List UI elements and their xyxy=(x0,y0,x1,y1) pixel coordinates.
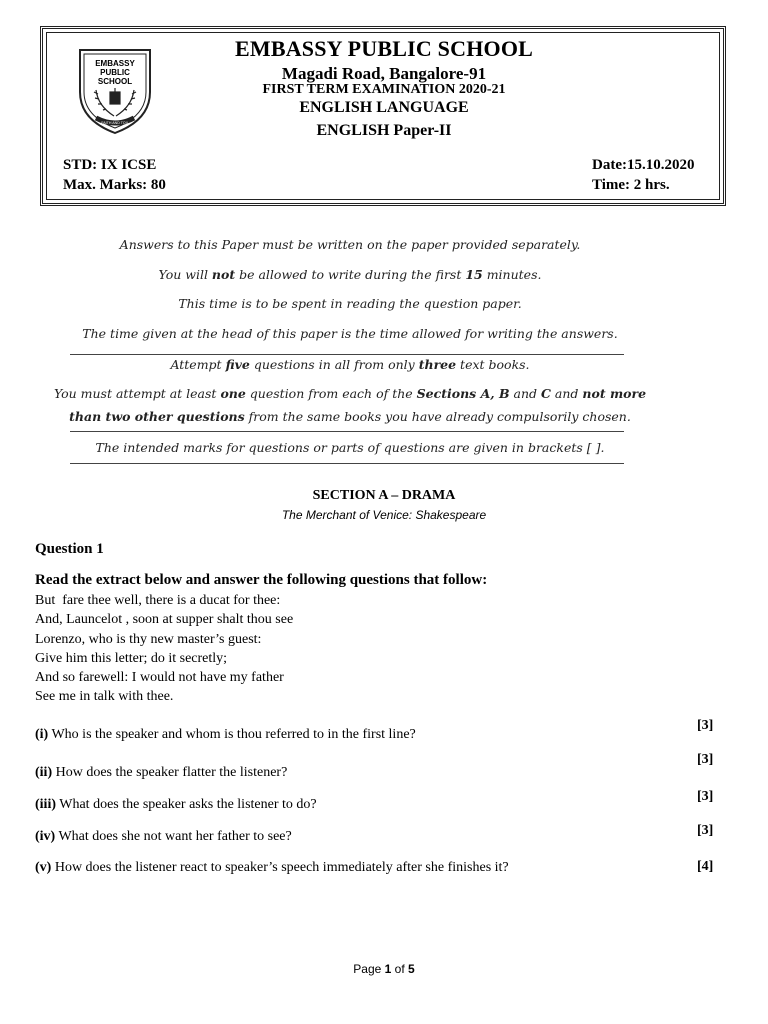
logo-line2: PUBLIC xyxy=(100,68,130,77)
marks-ii: [3] xyxy=(697,752,714,767)
question-instruction: Read the extract below and answer the following questions that follow: xyxy=(35,572,488,588)
max-marks: Max. Marks: 80 xyxy=(63,177,166,193)
divider xyxy=(70,463,624,464)
std-label: STD: IX ICSE xyxy=(63,157,157,173)
verse-line: Lorenzo, who is thy new master’s guest: xyxy=(35,631,262,647)
school-name: EMBASSY PUBLIC SCHOOL xyxy=(235,36,533,61)
sub-question-ii: (ii) How does the speaker flatter the listener? xyxy=(35,765,288,780)
divider xyxy=(70,354,624,355)
sub-question-i: (i) Who is the speaker and whom is thou referred to in the first line? xyxy=(35,727,416,742)
exam-date: Date:15.10.2020 xyxy=(592,157,695,173)
page-footer: Page 1 of 5 xyxy=(353,962,415,976)
verse-line: Give him this letter; do it secretly; xyxy=(35,650,228,666)
verse-line: And, Launcelot , soon at supper shalt thou see xyxy=(35,612,294,628)
marks-i: [3] xyxy=(697,718,714,733)
instruction-line-5: Attempt five questions in all from only three text books. xyxy=(170,357,530,372)
instruction-line-6: You must attempt at least one question from each of the Sections A, B and C and not more xyxy=(53,386,647,401)
exam-title: FIRST TERM EXAMINATION 2020-21 xyxy=(262,82,506,97)
sub-question-v: (v) How does the listener react to speaker’s speech immediately after she finishes it? xyxy=(35,860,509,875)
sub-question-iii: (iii) What does the speaker asks the listener to do? xyxy=(35,797,317,812)
marks-v: [4] xyxy=(697,859,714,874)
marks-iv: [3] xyxy=(697,823,714,838)
question-heading: Question 1 xyxy=(35,541,104,557)
extract-verse xyxy=(35,591,293,707)
verse-line: And so farewell: I would not have my father xyxy=(35,670,284,686)
instruction-line-7: than two other questions from the same books you have already compulsorily chosen. xyxy=(69,409,631,424)
subject-title: ENGLISH LANGUAGE xyxy=(299,99,469,116)
instruction-line-3: This time is to be spent in reading the question paper. xyxy=(178,296,522,311)
verse-line: But fare thee well, there is a ducat for thee: xyxy=(35,593,281,608)
section-title: SECTION A – DRAMA xyxy=(312,488,456,503)
school-address: Magadi Road, Bangalore-91 xyxy=(281,64,487,83)
paper-title: ENGLISH Paper-II xyxy=(316,122,452,139)
verse-line: See me in talk with thee. xyxy=(35,689,174,705)
divider xyxy=(70,431,624,432)
instruction-line-1: Answers to this Paper must be written on the paper provided separately. xyxy=(119,237,581,252)
logo-line1: EMBASSY xyxy=(95,59,135,68)
instruction-line-8: The intended marks for questions or parts of questions are given in brackets [ ]. xyxy=(95,440,605,455)
logo-motto: FAITH AND TOIL xyxy=(101,121,129,125)
section-subtitle: The Merchant of Venice: Shakespeare xyxy=(281,508,487,522)
sub-question-iv: (iv) What does she not want her father to see? xyxy=(35,829,292,844)
marks-iii: [3] xyxy=(697,789,714,804)
exam-time: Time: 2 hrs. xyxy=(592,177,670,193)
instruction-line-4: The time given at the head of this paper is the time allowed for writing the answers. xyxy=(82,326,618,341)
logo-line3: SCHOOL xyxy=(97,77,133,86)
instruction-line-2: You will not be allowed to write during the first 15 minutes. xyxy=(158,267,542,282)
